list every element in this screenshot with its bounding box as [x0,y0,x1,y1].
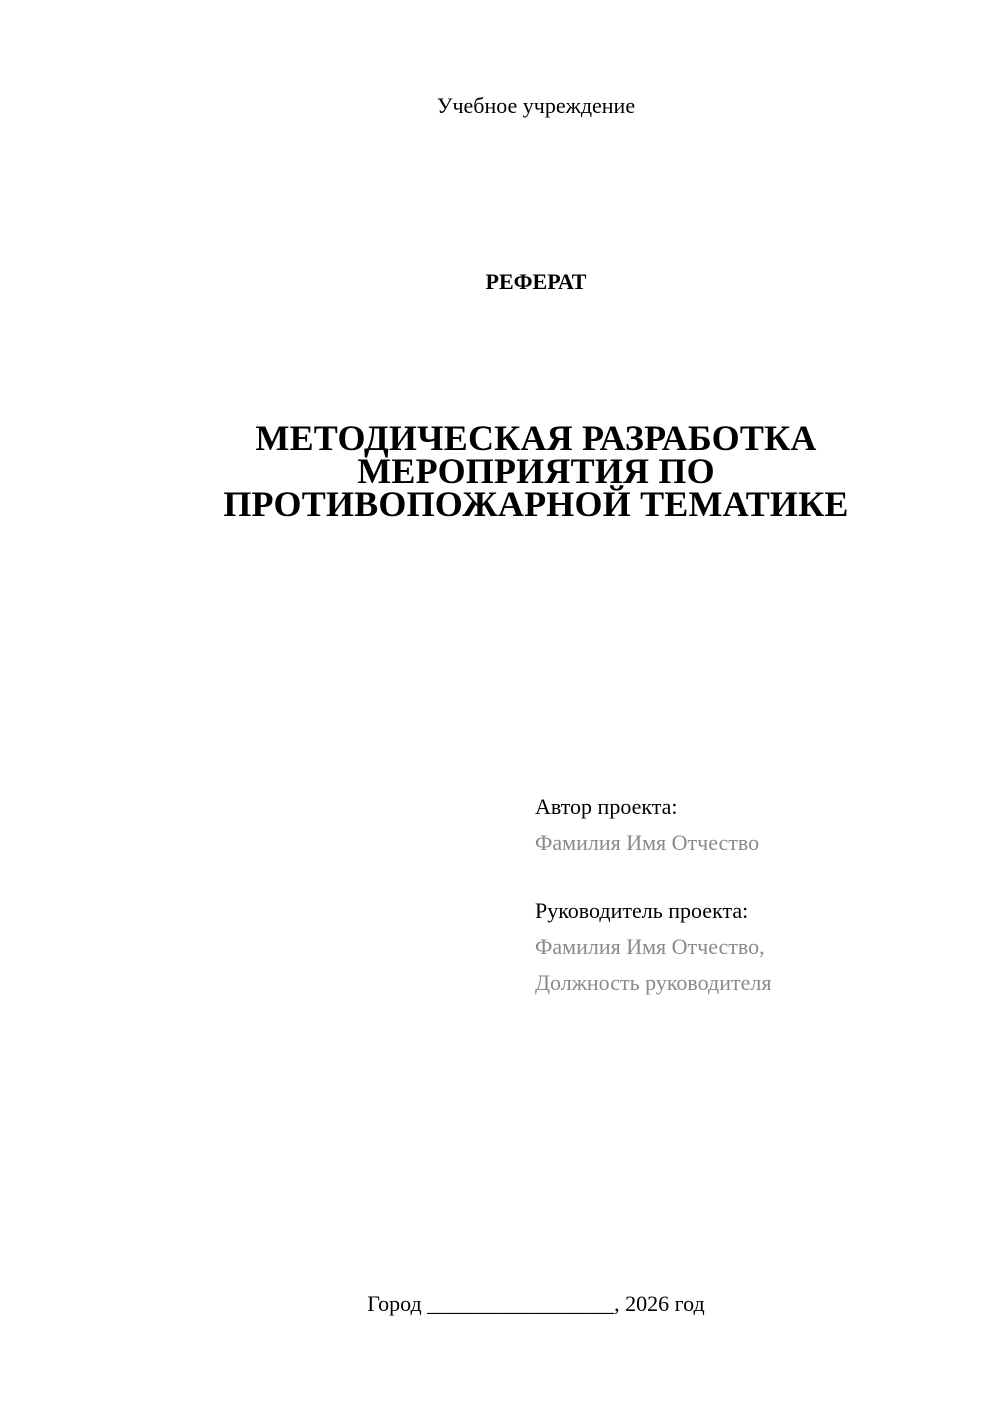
author-name: Фамилия Имя Отчество [535,830,760,855]
document-title [150,418,922,524]
authors-block [535,789,975,1001]
title-line-3: ПРОТИВОПОЖАРНОЙ ТЕМАТИКЕ [223,484,849,524]
document-type: РЕФЕРАТ [485,269,587,294]
spacer [535,861,975,893]
title-line-1: МЕТОДИЧЕСКАЯ РАЗРАБОТКА [255,418,817,458]
title-line-2: МЕРОПРИЯТИЯ ПО [357,451,715,491]
author-label: Автор проекта: [535,794,678,819]
supervisor-label: Руководитель проекта: [535,898,749,923]
supervisor-name: Фамилия Имя Отчество, [535,934,765,959]
institution-name: Учебное учреждение [436,93,636,118]
supervisor-position: Должность руководителя [535,970,772,995]
city-year-line: Город _________________, 2026 год [367,1291,705,1316]
